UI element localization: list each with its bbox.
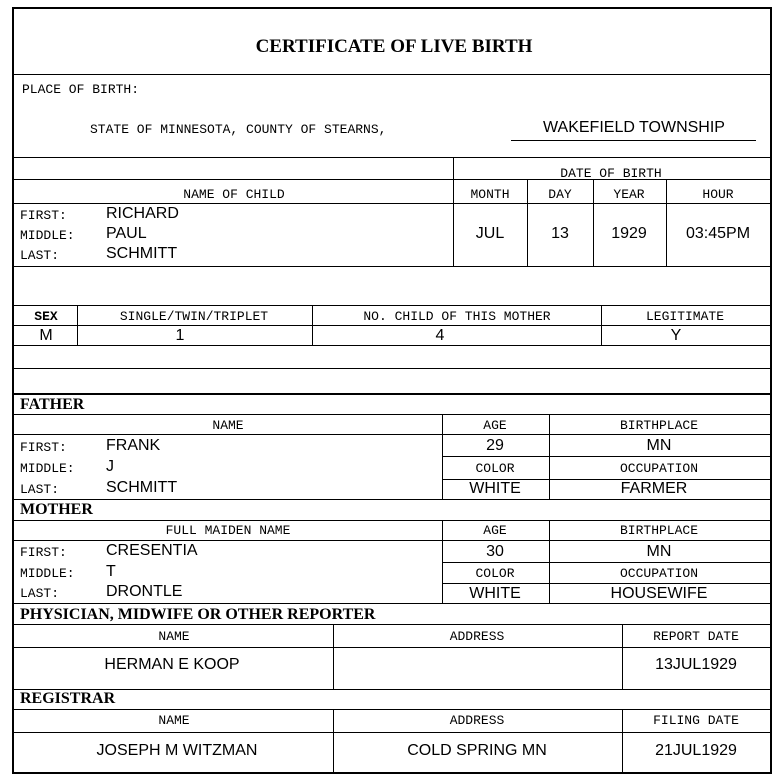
mother-name-header: FULL MAIDEN NAME xyxy=(165,523,291,538)
registrar-section-header: REGISTRAR xyxy=(20,690,116,707)
physician-name-value: HERMAN E KOOP xyxy=(104,656,240,673)
physician-name-header: NAME xyxy=(158,629,190,644)
filing-date-value: 21JUL1929 xyxy=(655,742,737,759)
sex-header: SEX xyxy=(34,309,58,324)
legitimate-header: LEGITIMATE xyxy=(645,309,725,324)
child-middle-value: PAUL xyxy=(106,225,147,242)
physician-address-header: ADDRESS xyxy=(449,629,505,644)
child-middle-label: MIDDLE: xyxy=(20,228,75,243)
hour-value: 03:45PM xyxy=(685,225,751,242)
year-value: 1929 xyxy=(611,225,647,242)
father-first-value: FRANK xyxy=(106,437,161,454)
mother-first-value: CRESENTIA xyxy=(106,542,198,559)
father-age-header: AGE xyxy=(483,418,507,433)
registrar-address-header: ADDRESS xyxy=(449,713,505,728)
registrar-name-value: JOSEPH M WITZMAN xyxy=(96,742,258,759)
father-first-label: FIRST: xyxy=(20,440,67,455)
plurality-value: 1 xyxy=(175,327,185,344)
mother-first-label: FIRST: xyxy=(20,545,67,560)
child-order-value: 4 xyxy=(435,327,445,344)
mother-color-header: COLOR xyxy=(475,566,515,581)
filing-date-header: FILING DATE xyxy=(653,713,739,728)
father-color-header: COLOR xyxy=(475,461,515,476)
mother-occupation-value: HOUSEWIFE xyxy=(610,585,708,602)
father-age-value: 29 xyxy=(486,437,504,454)
mother-last-label: LAST: xyxy=(20,586,60,601)
month-header: MONTH xyxy=(470,187,510,202)
mother-age-value: 30 xyxy=(486,543,504,560)
report-date-value: 13JUL1929 xyxy=(655,656,737,673)
mother-middle-label: MIDDLE: xyxy=(20,566,75,581)
registrar-address-value: COLD SPRING MN xyxy=(407,742,547,759)
township-value: WAKEFIELD TOWNSHIP xyxy=(543,119,725,136)
sex-value: M xyxy=(39,327,53,344)
date-of-birth-header: DATE OF BIRTH xyxy=(560,166,662,181)
month-value: JUL xyxy=(475,225,505,242)
father-occupation-header: OCCUPATION xyxy=(619,461,699,476)
mother-last-value: DRONTLE xyxy=(106,583,183,600)
child-first-value: RICHARD xyxy=(106,205,179,222)
mother-occupation-header: OCCUPATION xyxy=(619,566,699,581)
plurality-header: SINGLE/TWIN/TRIPLET xyxy=(119,309,269,324)
certificate-title: CERTIFICATE OF LIVE BIRTH xyxy=(255,36,533,57)
child-last-value: SCHMITT xyxy=(106,245,178,262)
registrar-name-header: NAME xyxy=(158,713,190,728)
report-date-header: REPORT DATE xyxy=(653,629,739,644)
father-color-value: WHITE xyxy=(469,480,521,497)
father-name-header: NAME xyxy=(212,418,244,433)
father-last-value: SCHMITT xyxy=(106,479,178,496)
child-last-label: LAST: xyxy=(20,248,60,263)
mother-age-header: AGE xyxy=(483,523,507,538)
child-first-label: FIRST: xyxy=(20,208,67,223)
legitimate-value: Y xyxy=(670,327,682,344)
mother-middle-value: T xyxy=(106,563,116,580)
year-header: YEAR xyxy=(613,187,645,202)
father-section-header: FATHER xyxy=(20,396,85,413)
physician-section-header: PHYSICIAN, MIDWIFE OR OTHER REPORTER xyxy=(20,606,376,623)
mother-section-header: MOTHER xyxy=(20,501,93,518)
day-value: 13 xyxy=(551,225,569,242)
mother-birthplace-value: MN xyxy=(646,543,672,560)
mother-color-value: WHITE xyxy=(469,585,521,602)
place-of-birth-prefix: STATE OF MINNESOTA, COUNTY OF STEARNS, xyxy=(90,122,387,137)
father-birthplace-header: BIRTHPLACE xyxy=(619,418,699,433)
father-last-label: LAST: xyxy=(20,482,60,497)
mother-birthplace-header: BIRTHPLACE xyxy=(619,523,699,538)
day-header: DAY xyxy=(548,187,572,202)
name-of-child-header: NAME OF CHILD xyxy=(183,187,285,202)
child-order-header: NO. CHILD OF THIS MOTHER xyxy=(363,309,551,324)
hour-header: HOUR xyxy=(702,187,734,202)
place-of-birth-label: PLACE OF BIRTH: xyxy=(22,82,140,97)
father-birthplace-value: MN xyxy=(646,437,672,454)
father-middle-label: MIDDLE: xyxy=(20,461,75,476)
father-middle-value: J xyxy=(106,458,114,475)
birth-certificate xyxy=(12,7,772,774)
father-occupation-value: FARMER xyxy=(620,480,688,497)
